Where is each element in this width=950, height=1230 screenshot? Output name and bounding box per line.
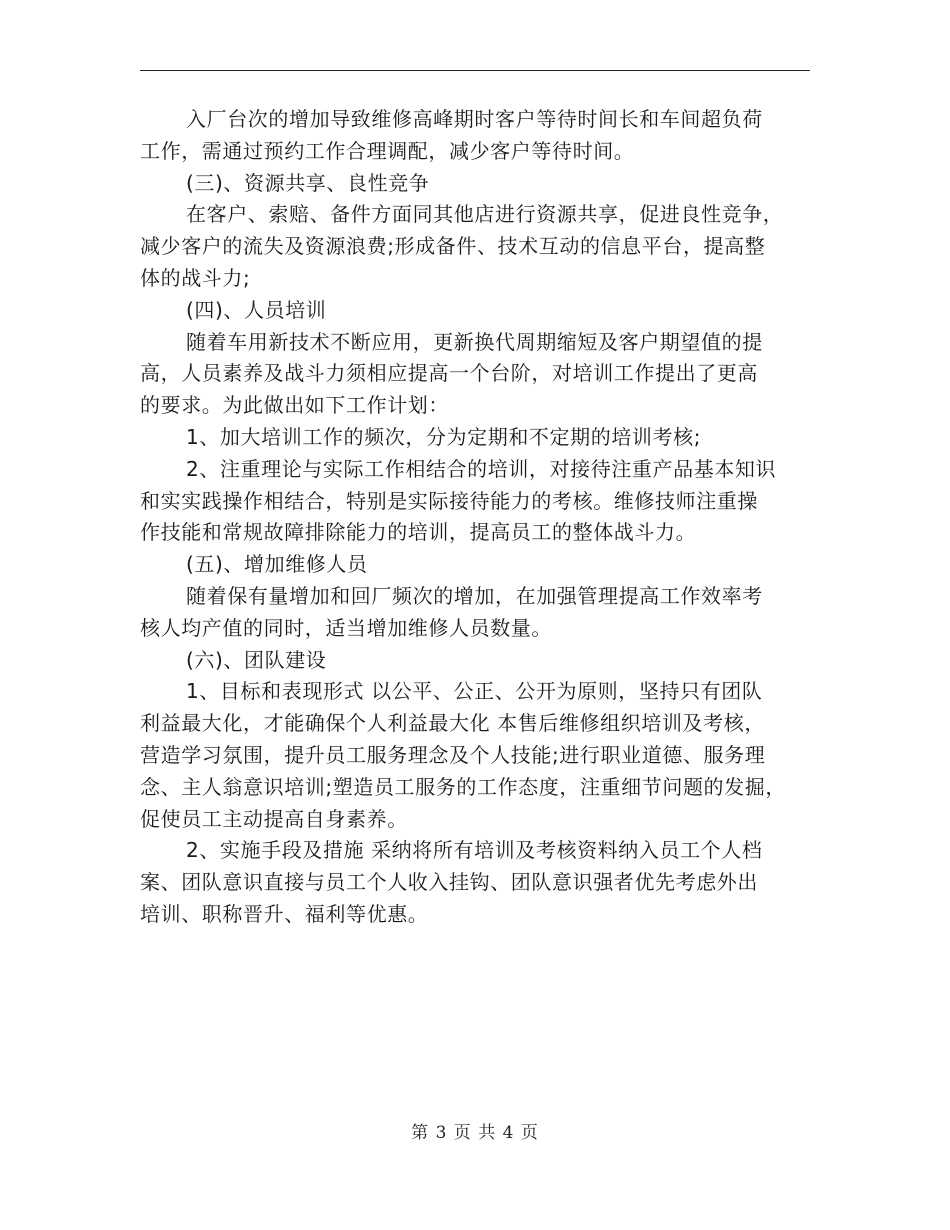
text-line: 促使员工主动提高自身素养。 <box>140 806 408 831</box>
text-line: 的要求。为此做出如下工作计划： <box>140 393 449 418</box>
document-body <box>140 104 812 931</box>
text-line: 和实实践操作相结合，特别是实际接待能力的考核。维修技师注重操 <box>140 488 758 513</box>
text-line: 核人均产值的同时，适当增加维修人员数量。 <box>140 615 552 640</box>
text-line: 2、实施手段及措施 采纳将所有培训及考核资料纳入员工个人档 <box>186 838 763 863</box>
text-line: 作技能和常规故障排除能力的培训，提高员工的整体战斗力。 <box>140 520 697 545</box>
text-line: 高，人员素养及战斗力须相应提高一个台阶，对培训工作提出了更高 <box>140 361 758 386</box>
text-line: (四)、人员培训 <box>186 297 327 322</box>
text-line: 营造学习氛围，提升员工服务理念及个人技能;进行职业道德、服务理 <box>140 742 766 767</box>
text-line: 随着保有量增加和回厂频次的增加，在加强管理提高工作效率考 <box>186 583 763 608</box>
text-line: 1、加大培训工作的频次，分为定期和不定期的培训考核; <box>186 424 702 449</box>
text-line: (三)、资源共享、良性竞争 <box>186 170 430 195</box>
text-line: 利益最大化，才能确保个人利益最大化 本售后维修组织培训及考核， <box>140 711 765 736</box>
text-line: 培训、职称晋升、福利等优惠。 <box>140 901 429 926</box>
text-line: 案、团队意识直接与员工个人收入挂钩、团队意识强者优先考虑外出 <box>140 870 758 895</box>
header-rule <box>140 70 810 71</box>
text-line: 在客户、索赔、备件方面同其他店进行资源共享，促进良性竞争， <box>186 202 784 227</box>
text-line: 工作，需通过预约工作合理调配，减少客户等待时间。 <box>140 138 635 163</box>
text-line: 减少客户的流失及资源浪费;形成备件、技术互动的信息平台，提高整 <box>140 234 766 259</box>
text-line: 1、目标和表现形式 以公平、公正、公开为原则，坚持只有团队 <box>186 679 763 704</box>
text-line: 入厂台次的增加导致维修高峰期时客户等待时间长和车间超负荷 <box>186 107 763 131</box>
text-line: 随着车用新技术不断应用，更新换代周期缩短及客户期望值的提 <box>186 329 763 354</box>
text-line: 念、主人翁意识培训;塑造员工服务的工作态度，注重细节问题的发掘， <box>140 774 786 799</box>
text-line: (五)、增加维修人员 <box>186 552 368 577</box>
text-line: 体的战斗力; <box>140 265 251 290</box>
text-line: (六)、团队建设 <box>186 647 327 672</box>
text-line: 2、注重理论与实际工作相结合的培训，对接待注重产品基本知识 <box>186 456 777 481</box>
page-footer: 第 3 页 共 4 页 <box>411 1123 539 1143</box>
